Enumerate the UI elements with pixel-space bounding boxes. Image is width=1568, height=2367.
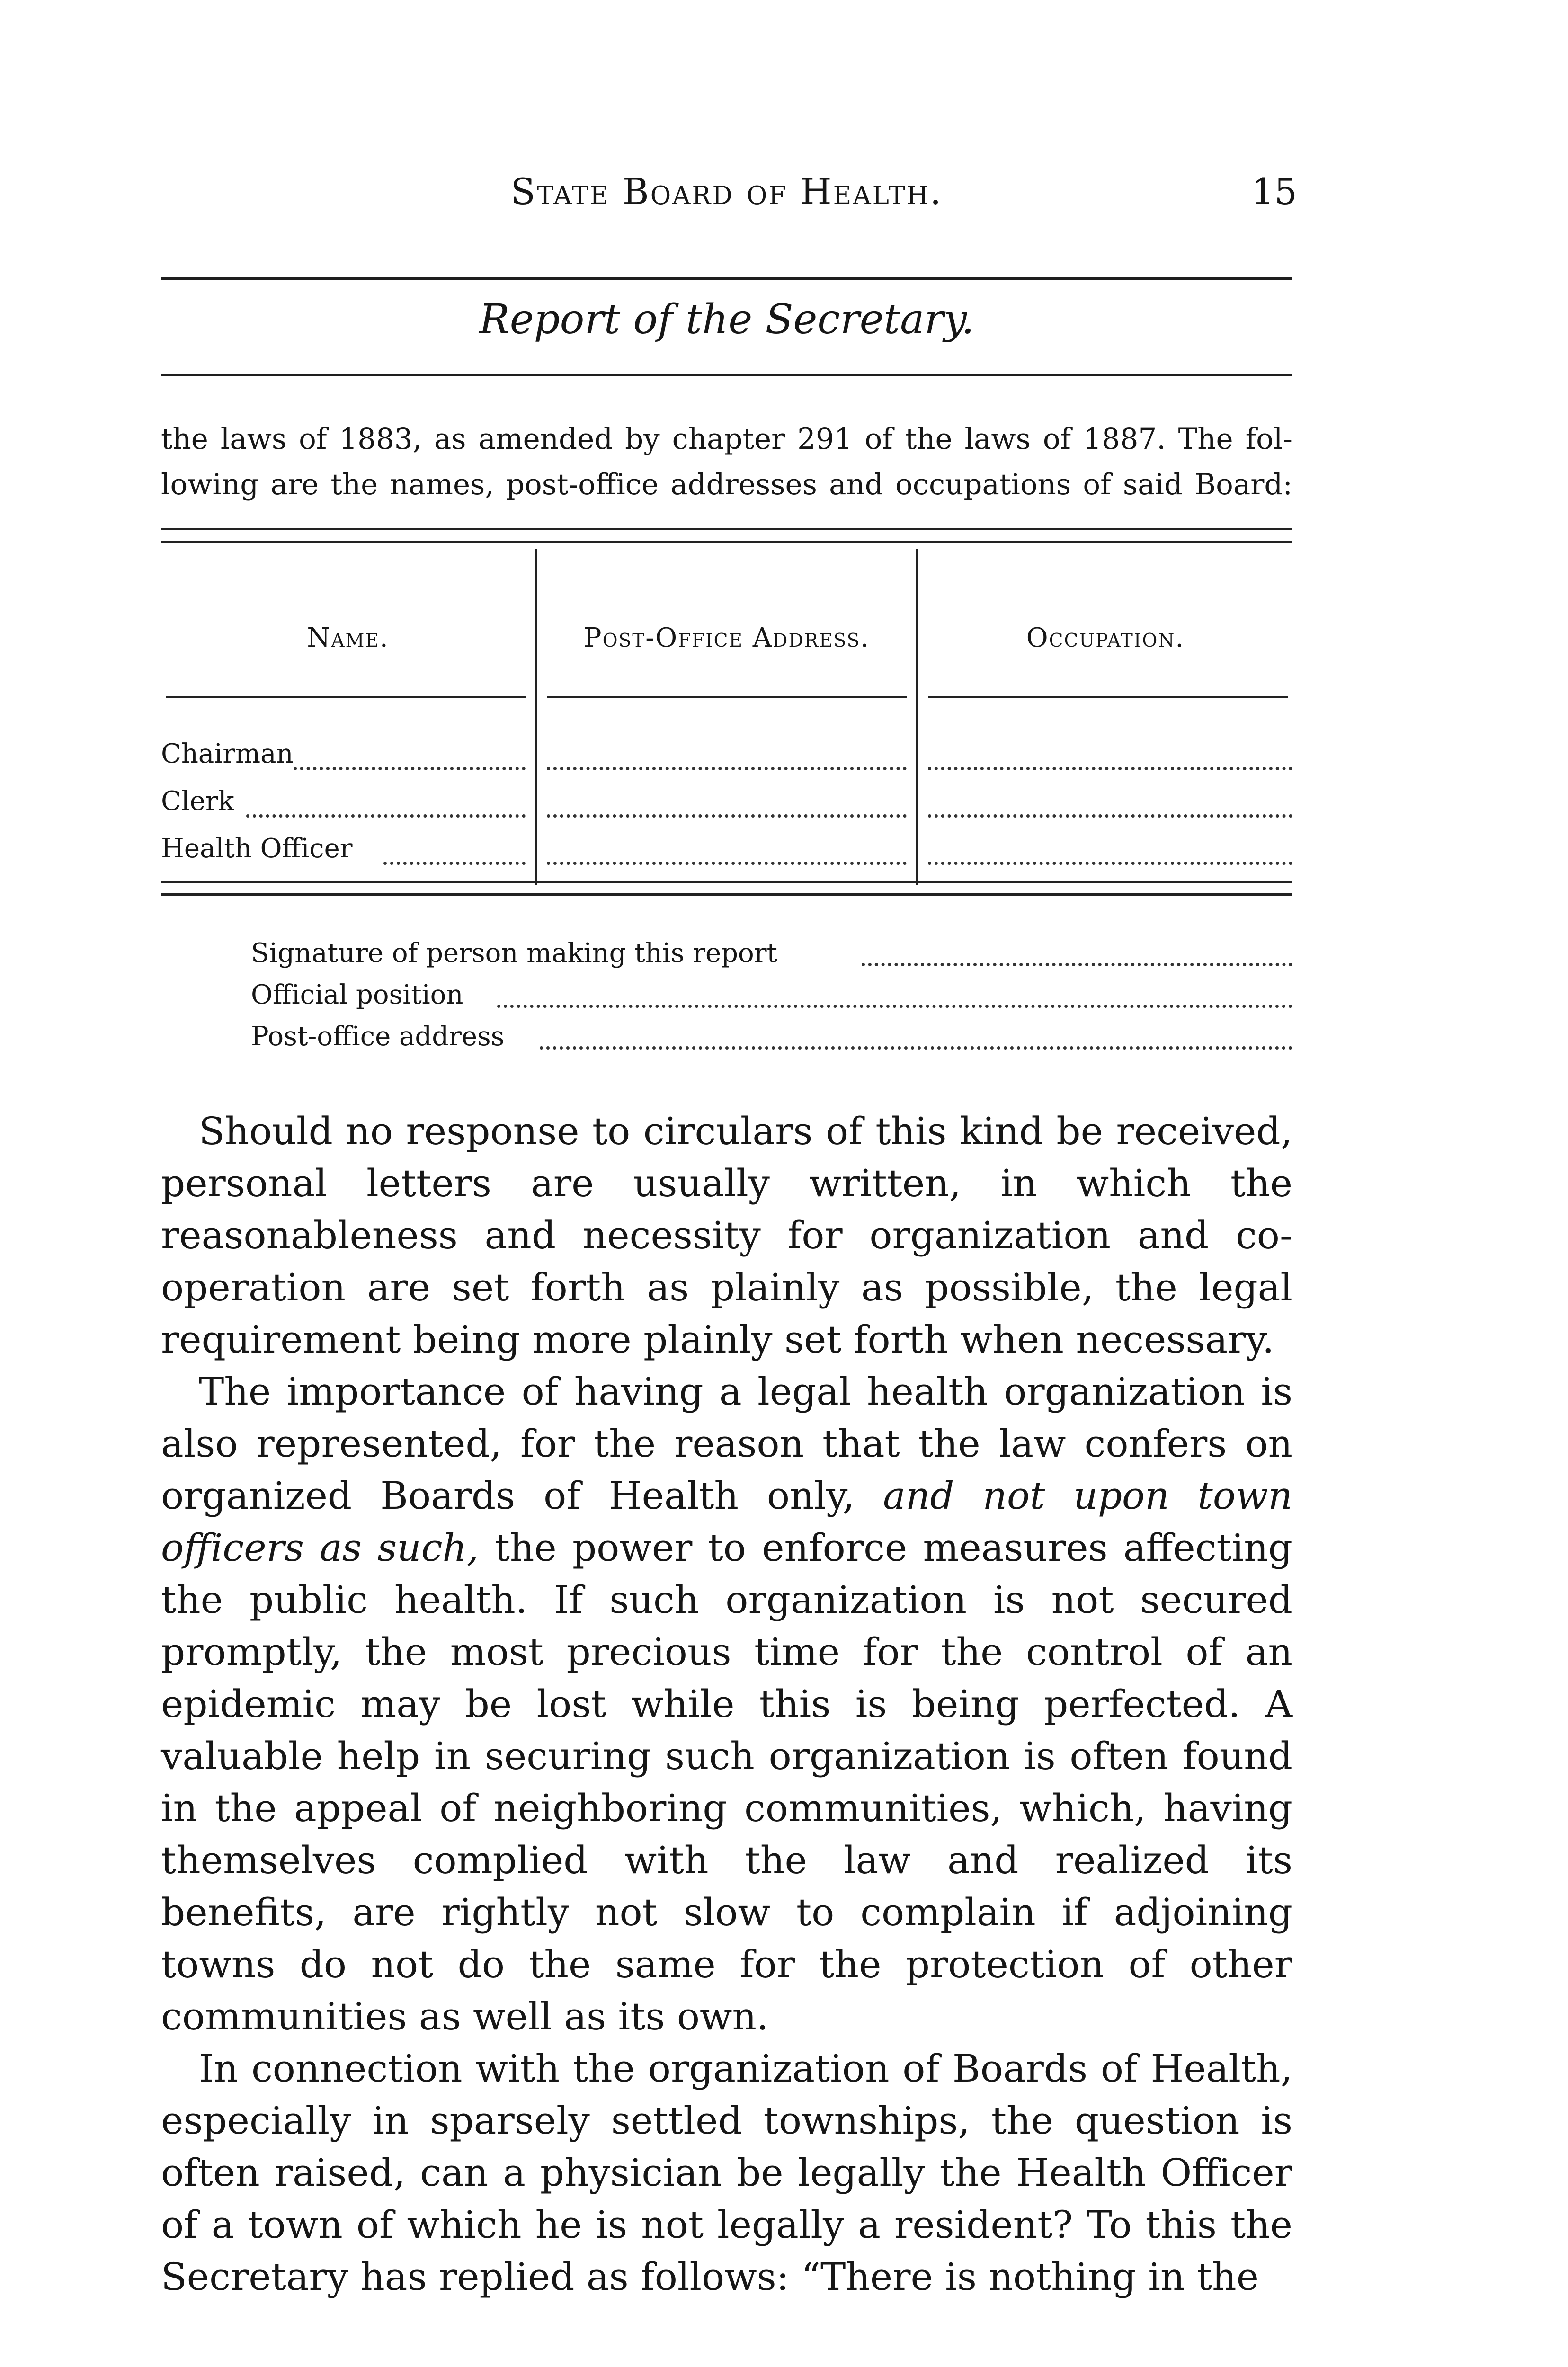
paragraph-3: In connection with the organization of Boards of Health, especially in sparsely settled townships, the question is often raised, can a physician be legally the Health Officer of a town of which he is not legally a resident? To this the Secretary has replied as follows: “There is nothing in the (161, 2047, 1292, 2299)
signature-block (251, 933, 1292, 1058)
header-rule-top (161, 277, 1292, 280)
leader-clerk-address (547, 814, 907, 818)
row-label-health-officer: Health Officer (161, 833, 353, 864)
column-header-occupation: Occupation. (1026, 623, 1185, 653)
paragraph-2-italic: and not upon town officers as such, (161, 1474, 1292, 1570)
leader-chairman-occupation (928, 767, 1292, 770)
signature-line (251, 933, 1292, 974)
paragraph-2-part-a: The importance of having a legal health organization is also represented, for the reason that the law confers on organized Boards of Health only, (161, 1370, 1292, 1518)
post-office-address-line (251, 1016, 1292, 1058)
official-position-leader (497, 1005, 1292, 1008)
board-members-table (161, 528, 1292, 897)
intro-line-1: the laws of 1883, as amended by chapter 291 of the laws of 1887. The fol- (161, 422, 1292, 456)
leader-clerk-name (246, 814, 526, 818)
column-divider-2 (916, 549, 918, 885)
row-label-clerk: Clerk (161, 786, 234, 817)
signature-label: Signature of person making this report (251, 933, 782, 974)
table-bottom-double-rule (161, 881, 1292, 896)
running-head: State Board of Health. (510, 170, 943, 213)
paragraph-1: Should no response to circulars of this kind be received, personal letters are usually written, in which the reasonableness and necessity for organization and co-operation are set forth as plainly as possible, the legal requirement being more plainly set forth when necessary. (161, 1109, 1292, 1361)
official-position-label: Official position (251, 974, 468, 1016)
section-title: Report of the Secretary. (479, 296, 975, 343)
column-header-address: Post-Office Address. (583, 623, 870, 653)
post-office-address-leader (540, 1046, 1292, 1050)
post-office-address-label: Post-office address (251, 1016, 509, 1058)
page-number: 15 (1251, 170, 1297, 213)
column-rule-name (166, 696, 526, 698)
row-label-chairman: Chairman (161, 739, 294, 769)
header-rule-bottom (161, 374, 1292, 376)
official-position-line (251, 974, 1292, 1016)
intro-line-2: lowing are the names, post-office addresses and occupations of said Board: (161, 468, 1292, 501)
intro-paragraph (161, 417, 1292, 507)
table-top-double-rule (161, 528, 1292, 543)
column-header-name: Name. (307, 623, 389, 653)
signature-leader (862, 963, 1292, 966)
leader-health-officer-occupation (928, 862, 1292, 865)
leader-chairman-name (294, 767, 526, 770)
paragraph-2-part-b: the power to enforce measures affecting the public health. If such organization is not secured promptly, the most precious time for the control of an epidemic may be lost while this is being perfected. A valuable help in securing such organization is often found in the appeal of neighboring communities, which, having themselves complied with the law and realized its benefits, are rightly not slow to complain if adjoining towns do not do the same for the protection of other communities as well as its own. (161, 1526, 1292, 2038)
body-text (161, 1105, 1292, 2303)
leader-clerk-occupation (928, 814, 1292, 818)
paragraph-2 (161, 1366, 1292, 2043)
column-rule-address (547, 696, 907, 698)
column-rule-occupation (928, 696, 1288, 698)
leader-chairman-address (547, 767, 907, 770)
leader-health-officer-address (547, 862, 907, 865)
column-divider-1 (535, 549, 537, 885)
leader-health-officer-name (383, 862, 526, 865)
